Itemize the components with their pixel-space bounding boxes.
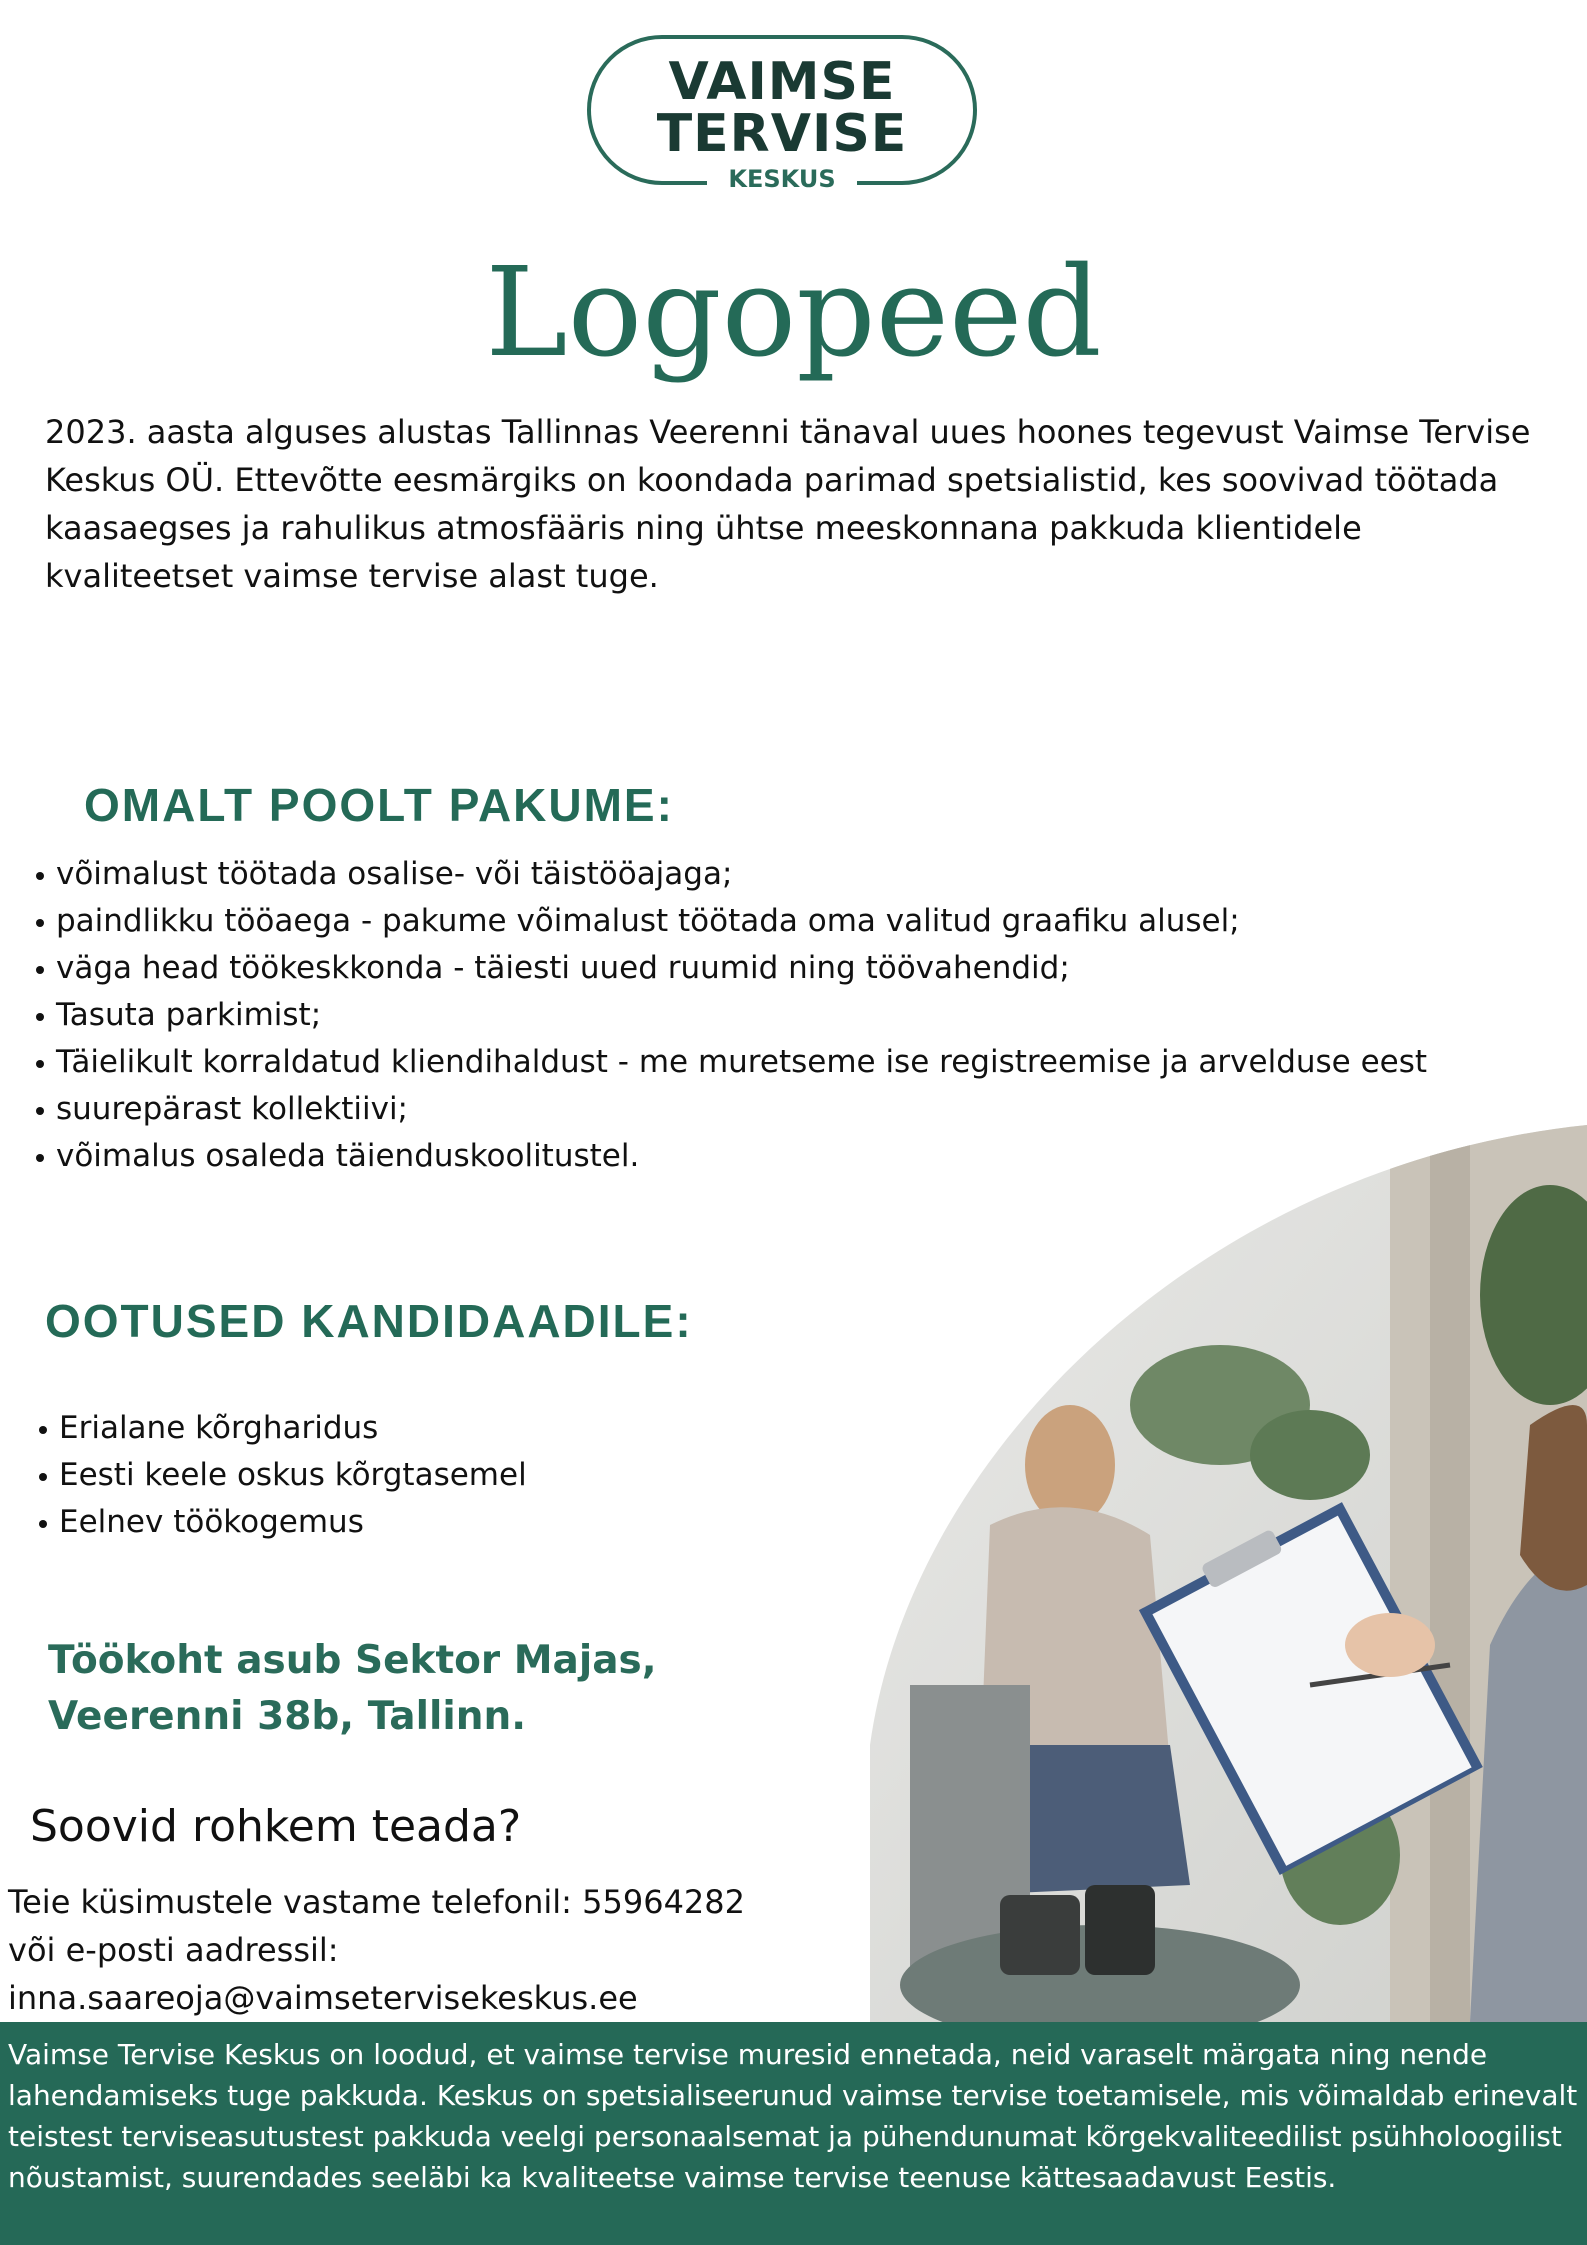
- page-title: Logopeed: [485, 241, 1102, 385]
- list-item: suurepärast kollektiivi;: [32, 1086, 1427, 1133]
- expectations-list: [35, 1405, 527, 1546]
- list-item: võimalus osaleda täienduskoolitustel.: [32, 1133, 1427, 1180]
- logo-text-line2: TERVISE: [656, 104, 908, 164]
- list-item: Täielikult korraldatud kliendihaldust - me muretseme ise registreemise ja arvelduse eest: [32, 1039, 1427, 1086]
- expectations-heading: OOTUSED KANDIDAADILE:: [45, 1295, 693, 1347]
- contact-heading: Soovid rohkem teada?: [30, 1801, 522, 1852]
- list-item: paindlikku tööaega - pakume võimalust töötada oma valitud graafiku alusel;: [32, 898, 1427, 945]
- intro-paragraph: 2023. aasta alguses alustas Tallinnas Veerenni tänaval uues hoones tegevust Vaimse Tervise Keskus OÜ. Ettevõtte eesmärgiks on koondada parimad spetsialistid, kes soovivad töötada kaasaegses ja rahulikus atmosfääris ning ühtse meeskonnana pakkuda klientidele kvaliteetset vaimse tervise alast tuge.: [45, 413, 1531, 595]
- logo-text-line3: KESKUS: [728, 165, 836, 193]
- contact-email[interactable]: inna.saareoja@vaimsetervisekeskus.ee: [8, 1979, 638, 2017]
- footer-text: Vaimse Tervise Keskus on loodud, et vaimse tervise muresid ennetada, neid varaselt märgata ning nende lahendamiseks tuge pakkuda. Keskus on spetsialiseerunud vaimse tervise toetamisele, mis võimaldab erinevalt teistest terviseasutustest pakkuda veelgi personaalsemat ja pühendunumat kõrgekvaliteedilist psühholoogilist nõustamist, suurendades seeläbi ka kvaliteetse vaimse tervise teenuse kättesaadavust Eestis.: [8, 2038, 1578, 2194]
- list-item: Eesti keele oskus kõrgtasemel: [35, 1452, 527, 1499]
- logo: [587, 33, 977, 193]
- footer: [0, 2022, 1587, 2245]
- counseling-photo: [870, 1125, 1587, 2022]
- contact-email-label: või e-posti aadressil:: [8, 1931, 339, 1969]
- contact-info: [8, 1878, 745, 2022]
- workplace-line1: Töökoht asub Sektor Majas,: [48, 1638, 657, 1683]
- workplace-location: [48, 1633, 748, 1745]
- contact-phone: Teie küsimustele vastame telefonil: 55964282: [8, 1883, 745, 1921]
- list-item: Eelnev töökogemus: [35, 1499, 527, 1546]
- list-item: võimalust töötada osalise- või täistööajaga;: [32, 851, 1427, 898]
- logo-text-line1: VAIMSE: [668, 52, 896, 112]
- workplace-line2: Veerenni 38b, Tallinn.: [48, 1694, 527, 1739]
- list-item: väga head töökeskkonda - täiesti uued ruumid ning töövahendid;: [32, 945, 1427, 992]
- offers-heading: OMALT POOLT PAKUME:: [84, 779, 674, 831]
- list-item: Tasuta parkimist;: [32, 992, 1427, 1039]
- list-item: Erialane kõrgharidus: [35, 1405, 527, 1452]
